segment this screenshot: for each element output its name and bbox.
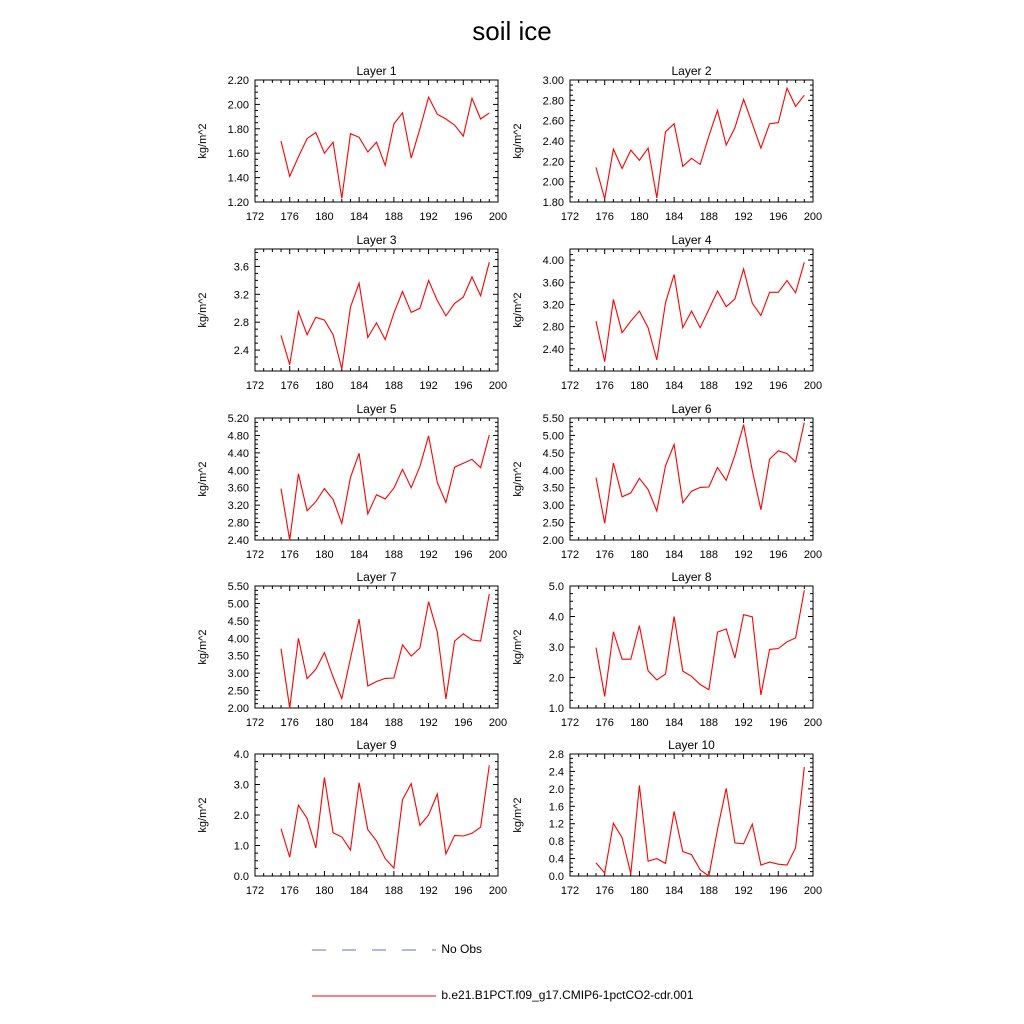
chart-title: Layer 9 bbox=[356, 738, 397, 752]
x-tick-label: 188 bbox=[384, 885, 404, 897]
x-tick-label: 196 bbox=[769, 380, 788, 392]
x-tick-label: 180 bbox=[315, 717, 334, 729]
y-tick-label: 1.80 bbox=[227, 123, 249, 136]
legend-item-no-obs bbox=[310, 942, 482, 957]
x-tick-label: 196 bbox=[454, 380, 473, 392]
chart-title: Layer 7 bbox=[356, 570, 397, 584]
y-tick-label: 4.00 bbox=[227, 465, 249, 478]
plot-frame bbox=[570, 754, 813, 876]
x-tick-label: 196 bbox=[454, 717, 473, 729]
y-tick-label: 0.0 bbox=[233, 871, 249, 883]
chart-panel bbox=[512, 402, 822, 561]
y-axis-label: kg/m^2 bbox=[512, 797, 524, 833]
x-tick-label: 176 bbox=[280, 717, 299, 729]
x-tick-label: 192 bbox=[419, 885, 438, 897]
series-line bbox=[281, 765, 489, 868]
plot-frame bbox=[570, 586, 813, 708]
series-line bbox=[596, 590, 804, 696]
y-tick-label: 2.60 bbox=[542, 115, 564, 128]
y-tick-label: 2.80 bbox=[542, 321, 564, 334]
x-tick-label: 176 bbox=[595, 380, 614, 392]
x-tick-label: 172 bbox=[245, 885, 265, 897]
x-tick-label: 200 bbox=[803, 211, 823, 223]
chart-title: Layer 10 bbox=[668, 738, 715, 752]
y-tick-label: 4.0 bbox=[233, 749, 249, 761]
y-tick-label: 1.2 bbox=[548, 818, 564, 831]
x-tick-label: 200 bbox=[803, 885, 823, 897]
x-tick-label: 176 bbox=[595, 549, 614, 561]
y-tick-label: 4.0 bbox=[548, 611, 564, 624]
x-tick-label: 176 bbox=[595, 717, 614, 729]
legend-dashed-line bbox=[310, 943, 438, 957]
y-tick-label: 2.0 bbox=[548, 672, 564, 685]
y-tick-label: 3.50 bbox=[227, 650, 249, 663]
y-tick-label: 3.00 bbox=[227, 668, 249, 681]
x-tick-label: 192 bbox=[734, 549, 753, 561]
y-axis-label: kg/m^2 bbox=[197, 123, 209, 159]
page-title: soil ice bbox=[472, 16, 552, 46]
y-tick-label: 2.80 bbox=[542, 95, 564, 108]
x-tick-label: 180 bbox=[630, 717, 649, 729]
chart-panel bbox=[512, 64, 822, 223]
x-tick-label: 184 bbox=[664, 380, 684, 392]
chart-panel bbox=[197, 233, 507, 392]
x-tick-label: 188 bbox=[699, 549, 719, 561]
legend-solid-line bbox=[310, 989, 438, 1003]
x-tick-label: 196 bbox=[454, 549, 473, 561]
y-tick-label: 2.50 bbox=[542, 517, 564, 530]
y-tick-label: 4.00 bbox=[227, 633, 249, 646]
x-tick-label: 196 bbox=[769, 211, 788, 223]
x-tick-label: 188 bbox=[699, 717, 719, 729]
y-tick-label: 2.4 bbox=[548, 766, 564, 779]
chart-title: Layer 5 bbox=[356, 402, 397, 416]
x-tick-label: 180 bbox=[315, 549, 334, 561]
series-line bbox=[596, 767, 804, 876]
legend-label-model-run: b.e21.B1PCT.f09_g17.CMIP6-1pctCO2-cdr.001 bbox=[441, 988, 694, 1002]
plot-frame bbox=[570, 418, 813, 540]
y-tick-label: 3.60 bbox=[542, 277, 564, 290]
y-axis-label: kg/m^2 bbox=[512, 629, 524, 665]
y-axis-label: kg/m^2 bbox=[197, 629, 209, 665]
x-tick-label: 196 bbox=[454, 885, 473, 897]
y-tick-label: 2.8 bbox=[548, 749, 564, 761]
y-tick-label: 3.0 bbox=[548, 642, 564, 654]
y-tick-label: 0.4 bbox=[548, 853, 564, 866]
chart-panel bbox=[512, 738, 822, 897]
y-tick-label: 1.0 bbox=[233, 840, 249, 853]
y-tick-label: 3.20 bbox=[227, 500, 249, 513]
x-tick-label: 176 bbox=[595, 211, 614, 223]
series-line bbox=[596, 423, 804, 524]
x-tick-label: 192 bbox=[734, 885, 753, 897]
x-tick-label: 176 bbox=[280, 380, 299, 392]
series-line bbox=[281, 262, 489, 369]
y-axis-label: kg/m^2 bbox=[197, 797, 209, 833]
series-line bbox=[281, 594, 489, 708]
y-tick-label: 3.6 bbox=[233, 261, 249, 274]
series-line bbox=[596, 88, 804, 199]
chart-panel bbox=[197, 738, 507, 897]
x-tick-label: 172 bbox=[245, 380, 265, 392]
y-axis-label: kg/m^2 bbox=[512, 292, 524, 328]
y-tick-label: 5.0 bbox=[548, 581, 564, 593]
y-tick-label: 2.80 bbox=[227, 517, 249, 530]
x-tick-label: 200 bbox=[488, 549, 508, 561]
y-tick-label: 1.20 bbox=[227, 197, 249, 209]
chart-title: Layer 8 bbox=[671, 570, 712, 584]
y-tick-label: 4.40 bbox=[227, 447, 249, 460]
x-tick-label: 176 bbox=[280, 549, 299, 561]
chart-title: Layer 6 bbox=[671, 402, 712, 416]
x-tick-label: 172 bbox=[245, 549, 265, 561]
x-tick-label: 176 bbox=[280, 885, 299, 897]
series-line bbox=[596, 262, 804, 361]
x-tick-label: 188 bbox=[384, 549, 404, 561]
y-tick-label: 2.4 bbox=[233, 345, 249, 358]
y-tick-label: 3.00 bbox=[542, 75, 564, 87]
y-tick-label: 5.00 bbox=[542, 430, 564, 443]
x-tick-label: 196 bbox=[769, 717, 788, 729]
x-tick-label: 196 bbox=[454, 211, 473, 223]
y-tick-label: 5.50 bbox=[227, 581, 249, 593]
plot-frame bbox=[255, 80, 498, 202]
x-tick-label: 188 bbox=[384, 717, 404, 729]
x-tick-label: 184 bbox=[664, 717, 684, 729]
y-tick-label: 0.0 bbox=[548, 871, 564, 883]
y-tick-label: 1.6 bbox=[548, 801, 564, 814]
y-tick-label: 0.8 bbox=[548, 836, 564, 849]
x-tick-label: 180 bbox=[630, 211, 649, 223]
x-tick-label: 184 bbox=[349, 885, 369, 897]
x-tick-label: 192 bbox=[734, 380, 753, 392]
y-tick-label: 4.50 bbox=[542, 447, 564, 460]
plot-frame bbox=[255, 418, 498, 540]
chart-title: Layer 1 bbox=[356, 64, 397, 78]
y-tick-label: 4.00 bbox=[542, 465, 564, 478]
y-tick-label: 2.20 bbox=[542, 156, 564, 169]
y-tick-label: 4.80 bbox=[227, 430, 249, 443]
x-tick-label: 176 bbox=[595, 885, 614, 897]
chart-panel bbox=[197, 402, 507, 561]
x-tick-label: 172 bbox=[245, 717, 265, 729]
y-tick-label: 5.20 bbox=[227, 413, 249, 425]
x-tick-label: 200 bbox=[488, 717, 508, 729]
series-line bbox=[281, 435, 489, 540]
y-tick-label: 2.00 bbox=[227, 703, 249, 715]
x-tick-label: 184 bbox=[664, 885, 684, 897]
x-tick-label: 188 bbox=[699, 380, 719, 392]
x-tick-label: 172 bbox=[560, 549, 580, 561]
y-tick-label: 3.50 bbox=[542, 482, 564, 495]
x-tick-label: 172 bbox=[560, 380, 580, 392]
x-tick-label: 180 bbox=[630, 885, 649, 897]
x-tick-label: 180 bbox=[315, 380, 334, 392]
chart-panel bbox=[512, 233, 822, 392]
x-tick-label: 200 bbox=[803, 549, 823, 561]
x-tick-label: 200 bbox=[488, 211, 508, 223]
plot-frame bbox=[255, 754, 498, 876]
chart-panel bbox=[197, 570, 507, 729]
x-tick-label: 192 bbox=[419, 717, 438, 729]
x-tick-label: 180 bbox=[630, 549, 649, 561]
x-tick-label: 184 bbox=[349, 717, 369, 729]
y-tick-label: 1.60 bbox=[227, 148, 249, 161]
y-tick-label: 2.20 bbox=[227, 75, 249, 87]
x-tick-label: 200 bbox=[488, 885, 508, 897]
x-tick-label: 184 bbox=[664, 549, 684, 561]
x-tick-label: 200 bbox=[803, 380, 823, 392]
y-tick-label: 1.0 bbox=[548, 703, 564, 715]
legend-label-no-obs: No Obs bbox=[441, 942, 483, 956]
y-tick-label: 2.40 bbox=[542, 136, 564, 148]
y-tick-label: 3.00 bbox=[542, 500, 564, 513]
x-tick-label: 188 bbox=[699, 211, 719, 223]
x-tick-label: 172 bbox=[560, 717, 580, 729]
y-axis-label: kg/m^2 bbox=[512, 123, 524, 159]
x-tick-label: 176 bbox=[280, 211, 299, 223]
x-tick-label: 188 bbox=[384, 380, 404, 392]
chart-title: Layer 2 bbox=[671, 64, 712, 78]
x-tick-label: 172 bbox=[245, 211, 265, 223]
x-tick-label: 172 bbox=[560, 211, 580, 223]
y-tick-label: 5.50 bbox=[542, 413, 564, 425]
x-tick-label: 200 bbox=[803, 717, 823, 729]
x-tick-label: 192 bbox=[734, 211, 753, 223]
y-axis-label: kg/m^2 bbox=[512, 461, 524, 497]
x-tick-label: 200 bbox=[488, 380, 508, 392]
x-tick-label: 196 bbox=[769, 549, 788, 561]
x-tick-label: 184 bbox=[664, 211, 684, 223]
x-tick-label: 180 bbox=[315, 211, 334, 223]
chart-title: Layer 3 bbox=[356, 233, 397, 247]
y-tick-label: 2.50 bbox=[227, 685, 249, 698]
y-tick-label: 4.50 bbox=[227, 615, 249, 628]
y-axis-label: kg/m^2 bbox=[197, 292, 209, 328]
x-tick-label: 188 bbox=[699, 885, 719, 897]
chart-panel bbox=[512, 570, 822, 729]
y-tick-label: 2.0 bbox=[548, 783, 564, 796]
x-tick-label: 188 bbox=[384, 211, 404, 223]
y-tick-label: 3.60 bbox=[227, 482, 249, 495]
y-tick-label: 2.00 bbox=[227, 99, 249, 112]
x-tick-label: 196 bbox=[769, 885, 788, 897]
y-tick-label: 2.0 bbox=[233, 810, 249, 822]
x-tick-label: 180 bbox=[315, 885, 334, 897]
y-tick-label: 2.8 bbox=[233, 317, 249, 330]
chart-title: Layer 4 bbox=[671, 233, 712, 247]
series-line bbox=[281, 97, 489, 198]
y-tick-label: 3.20 bbox=[542, 299, 564, 312]
y-tick-label: 1.80 bbox=[542, 197, 564, 209]
y-tick-label: 1.40 bbox=[227, 172, 249, 185]
x-tick-label: 192 bbox=[419, 549, 438, 561]
y-tick-label: 3.2 bbox=[233, 289, 249, 302]
legend-item-model-run bbox=[310, 988, 693, 1003]
y-axis-label: kg/m^2 bbox=[197, 461, 209, 497]
x-tick-label: 184 bbox=[349, 211, 369, 223]
x-tick-label: 184 bbox=[349, 380, 369, 392]
x-tick-label: 192 bbox=[419, 380, 438, 392]
x-tick-label: 192 bbox=[734, 717, 753, 729]
y-tick-label: 2.00 bbox=[542, 176, 564, 189]
x-tick-label: 184 bbox=[349, 549, 369, 561]
x-tick-label: 192 bbox=[419, 211, 438, 223]
y-tick-label: 2.40 bbox=[227, 535, 249, 547]
y-tick-label: 2.40 bbox=[542, 343, 564, 356]
y-tick-label: 2.00 bbox=[542, 535, 564, 547]
y-tick-label: 5.00 bbox=[227, 598, 249, 611]
y-tick-label: 4.00 bbox=[542, 255, 564, 268]
plot-frame bbox=[570, 80, 813, 202]
y-tick-label: 3.0 bbox=[233, 779, 249, 792]
x-tick-label: 180 bbox=[630, 380, 649, 392]
x-tick-label: 172 bbox=[560, 885, 580, 897]
chart-panel bbox=[197, 64, 507, 223]
